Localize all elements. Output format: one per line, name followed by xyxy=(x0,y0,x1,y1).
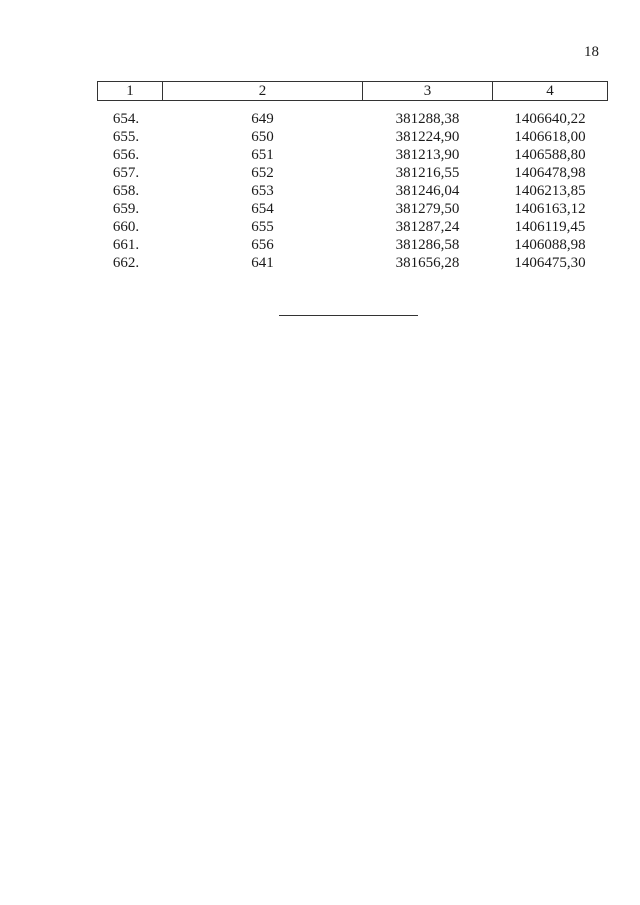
table-cell-col2: 650 xyxy=(251,129,274,145)
table-cell-col4: 1406475,30 xyxy=(514,255,586,271)
table-cell-col1: 657. xyxy=(112,165,140,181)
table-row xyxy=(98,254,608,272)
table-cell-col3: 381246,04 xyxy=(395,183,460,199)
table-row xyxy=(98,236,608,254)
table-cell-col3: 381279,50 xyxy=(395,201,460,217)
table-cell-col3: 381287,24 xyxy=(395,219,460,235)
table-cell-col2: 641 xyxy=(251,255,274,271)
table-cell-col1: 658. xyxy=(112,183,140,199)
coordinates-table xyxy=(97,81,608,272)
page-number: 18 xyxy=(584,44,599,60)
table-cell-col2: 651 xyxy=(251,147,274,163)
table-cell-col1: 654. xyxy=(112,111,140,127)
column-header-3: 3 xyxy=(363,82,493,101)
table-cell-col4: 1406640,22 xyxy=(514,111,586,127)
column-header-1: 1 xyxy=(98,82,163,101)
table-cell-col4: 1406478,98 xyxy=(514,165,586,181)
table-cell-col3: 381656,28 xyxy=(395,255,460,271)
column-header-4: 4 xyxy=(493,82,608,101)
table-cell-col3: 381216,55 xyxy=(395,165,460,181)
table-cell-col1: 659. xyxy=(112,201,140,217)
table-cell-col4: 1406588,80 xyxy=(514,147,586,163)
table-row xyxy=(98,128,608,146)
end-of-document-line xyxy=(279,315,418,316)
table-row xyxy=(98,182,608,200)
table-row xyxy=(98,164,608,182)
table-cell-col2: 655 xyxy=(251,219,274,235)
table-cell-col1: 661. xyxy=(112,237,140,253)
table-cell-col1: 660. xyxy=(112,219,140,235)
table-row xyxy=(98,218,608,236)
table-cell-col4: 1406213,85 xyxy=(514,183,586,199)
coordinates-table-container xyxy=(97,81,607,272)
table-cell-col4: 1406163,12 xyxy=(514,201,586,217)
table-cell-col4: 1406088,98 xyxy=(514,237,586,253)
table-cell-col2: 653 xyxy=(251,183,274,199)
table-cell-col4: 1406119,45 xyxy=(514,219,586,235)
table-cell-col3: 381213,90 xyxy=(395,147,460,163)
table-cell-col3: 381286,58 xyxy=(395,237,460,253)
table-cell-col1: 662. xyxy=(112,255,140,271)
table-cell-col1: 656. xyxy=(112,147,140,163)
table-cell-col2: 654 xyxy=(251,201,274,217)
table-cell-col2: 652 xyxy=(251,165,274,181)
table-row xyxy=(98,200,608,218)
column-header-2: 2 xyxy=(163,82,363,101)
table-cell-col4: 1406618,00 xyxy=(514,129,586,145)
table-row xyxy=(98,110,608,128)
table-cell-col1: 655. xyxy=(112,129,140,145)
table-row xyxy=(98,146,608,164)
table-body xyxy=(98,110,608,272)
table-header-row xyxy=(98,82,608,101)
table-cell-col3: 381224,90 xyxy=(395,129,460,145)
table-cell-col2: 649 xyxy=(251,111,274,127)
table-cell-col3: 381288,38 xyxy=(395,111,460,127)
table-cell-col2: 656 xyxy=(251,237,274,253)
